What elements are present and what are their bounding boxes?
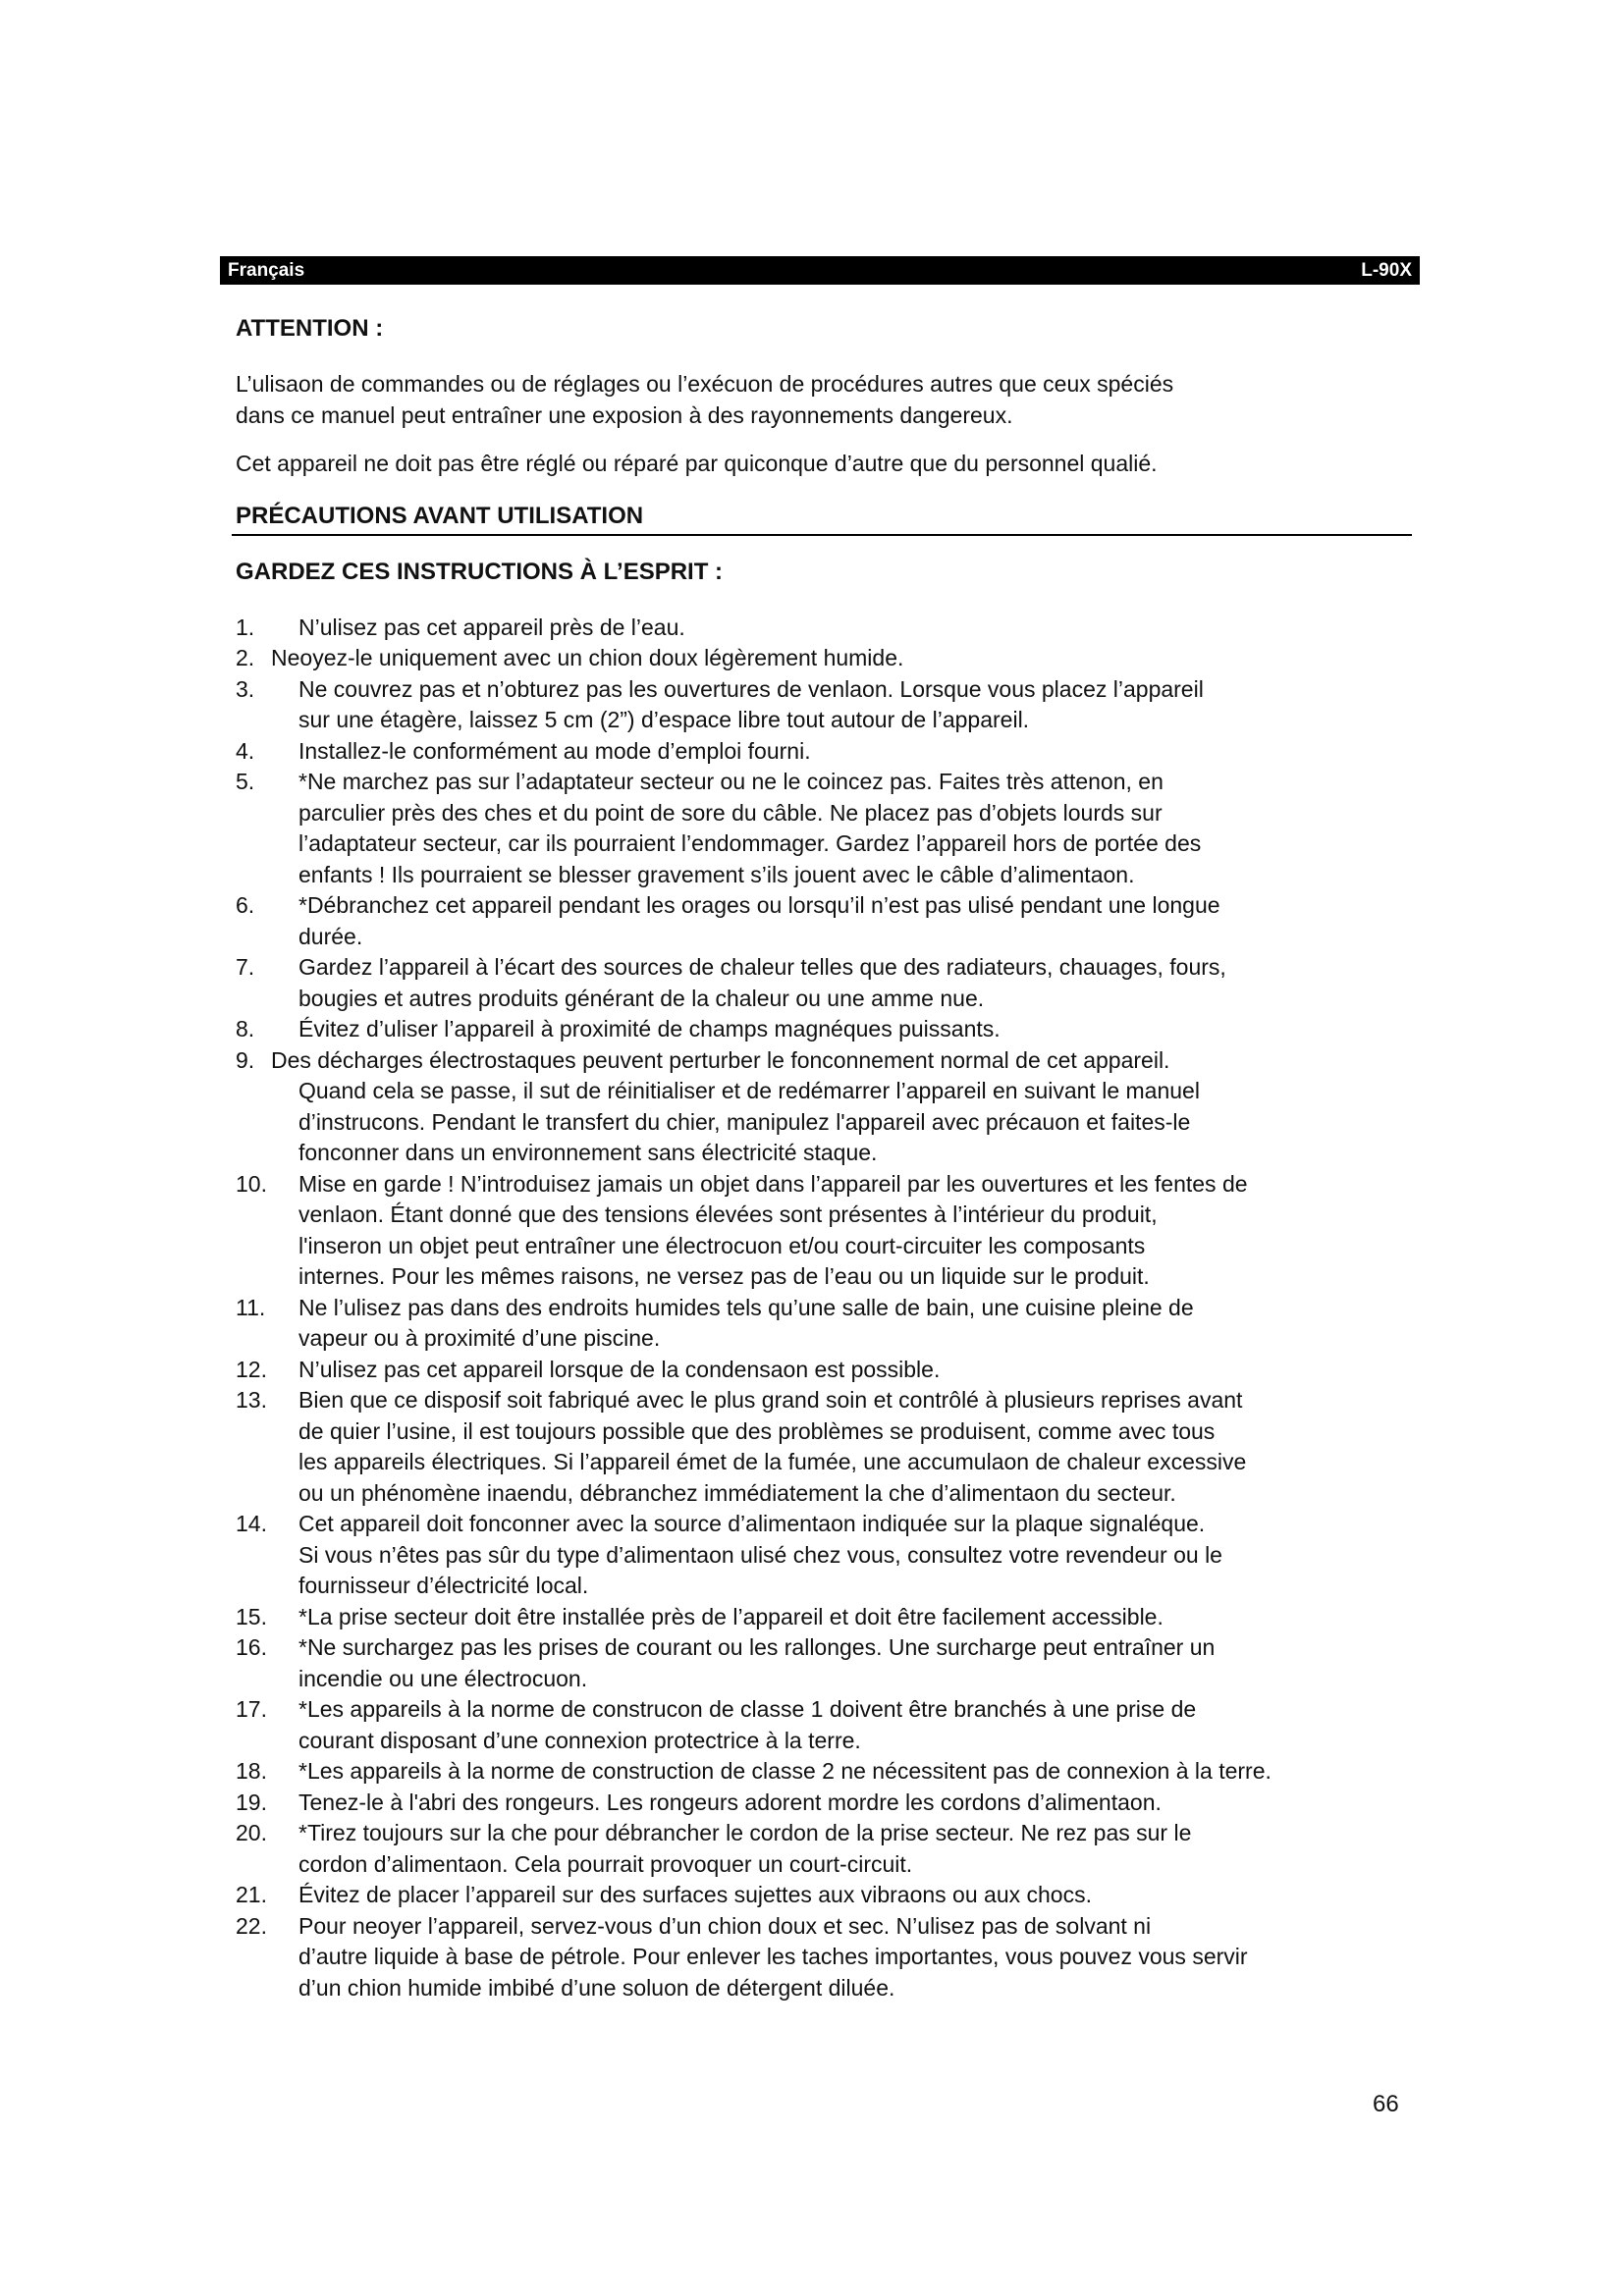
list-item-line: *Ne marchez pas sur l’adaptateur secteur ou ne le coincez pas. Faites très attenon, en xyxy=(298,769,1164,794)
list-item xyxy=(236,1169,1414,1293)
list-item-number: 21. xyxy=(236,1882,267,1907)
list-item-number: 15. xyxy=(236,1603,267,1629)
list-item-line: Cet appareil doit fonconner avec la source d’alimentaon indiquée sur la plaque signaléque. xyxy=(298,1511,1206,1536)
list-item-number: 20. xyxy=(236,1820,267,1845)
list-item xyxy=(236,1880,1414,1911)
list-item xyxy=(236,890,1414,952)
list-item-line: internes. Pour les mêmes raisons, ne versez pas de l’eau ou un liquide sur le produit. xyxy=(298,1263,1150,1289)
list-item-line: Ne couvrez pas et n’obturez pas les ouvertures de venlaon. Lorsque vous placez l’appareil xyxy=(298,675,1204,702)
list-item-number: 19. xyxy=(236,1789,267,1815)
list-item-number: 17. xyxy=(236,1696,267,1722)
attention-paragraph-2: Cet appareil ne doit pas être réglé ou réparé par quiconque d’autre que du personnel qualié. xyxy=(236,451,1158,476)
list-item-line: parculier près des ches et du point de sore du câble. Ne placez pas d’objets lourds sur xyxy=(298,799,1163,826)
list-item xyxy=(236,674,1414,736)
list-item-line: Si vous n’êtes pas sûr du type d’alimentaon ulisé chez vous, consultez votre revendeur ou le xyxy=(298,1541,1222,1568)
list-item-line: cordon d’alimentaon. Cela pourrait provoquer un court-circuit. xyxy=(298,1850,913,1877)
list-item-line: incendie ou une électrocuon. xyxy=(298,1665,588,1691)
list-item-line: Tenez-le à l'abri des rongeurs. Les rongeurs adorent mordre les cordons d’alimentaon. xyxy=(298,1789,1162,1815)
list-item-line: d’autre liquide à base de pétrole. Pour enlever les taches importantes, vous pouvez vous servir xyxy=(298,1944,1248,1969)
precautions-subheading: GARDEZ CES INSTRUCTIONS À L’ESPRIT : xyxy=(236,558,724,585)
list-item-line: Mise en garde ! N’introduisez jamais un objet dans l’appareil par les ouvertures et les fentes de xyxy=(298,1170,1248,1197)
list-item xyxy=(236,1385,1414,1509)
list-item-number: 5. xyxy=(236,769,255,794)
list-item-line: courant disposant d’une connexion protectrice à la terre. xyxy=(298,1727,861,1753)
list-item-line: *Les appareils à la norme de construcon de classe 1 doivent être branchés à une prise de xyxy=(298,1696,1197,1722)
attention-paragraph-1-line-2: dans ce manuel peut entraîner une exposion à des rayonnements dangereux. xyxy=(236,401,1013,428)
attention-paragraph-1 xyxy=(236,369,1414,431)
list-item-number: 22. xyxy=(236,1912,267,1939)
list-item-line: N’ulisez pas cet appareil lorsque de la condensaon est possible. xyxy=(298,1356,941,1382)
list-item-line: Évitez de placer l’appareil sur des surfaces sujettes aux vibraons ou aux chocs. xyxy=(298,1882,1092,1907)
list-item-line: *Débranchez cet appareil pendant les orages ou lorsqu’il n’est pas ulisé pendant une longue xyxy=(298,892,1220,918)
list-item-line: Pour neoyer l’appareil, servez-vous d’un chion doux et sec. N’ulisez pas de solvant ni xyxy=(298,1912,1152,1939)
list-item-line: *La prise secteur doit être installée près de l’appareil et doit être facilement accessible. xyxy=(298,1603,1164,1629)
list-item xyxy=(236,1756,1414,1788)
list-item-number: 4. xyxy=(236,737,255,764)
list-item xyxy=(236,1293,1414,1355)
list-item-number: 10. xyxy=(236,1170,267,1197)
list-item-line: *Tirez toujours sur la che pour débrancher le cordon de la prise secteur. Ne rez pas sur le xyxy=(298,1820,1192,1845)
list-item-number: 13. xyxy=(236,1387,267,1413)
list-item-line: vapeur ou à proximité d’une piscine. xyxy=(298,1325,661,1351)
list-item xyxy=(236,1602,1414,1633)
list-item xyxy=(236,1694,1414,1756)
list-item xyxy=(236,736,1414,768)
list-item-number: 11. xyxy=(236,1294,266,1320)
list-item-line: Évitez d’uliser l’appareil à proximité de champs magnéques puissants. xyxy=(298,1016,1001,1041)
list-item xyxy=(236,952,1414,1014)
list-item-line: *Les appareils à la norme de construction de classe 2 ne nécessitent pas de connexion à la terre. xyxy=(298,1758,1272,1784)
list-item-line: les appareils électriques. Si l’appareil émet de la fumée, une accumulaon de chaleur excessive xyxy=(298,1449,1247,1474)
list-item-line: de quier l’usine, il est toujours possible que des problèmes se produisent, comme avec tous xyxy=(298,1417,1216,1444)
list-item-line: d’instrucons. Pendant le transfert du chier, manipulez l'appareil avec précauon et faites-le xyxy=(298,1108,1191,1135)
list-item-line: fonconner dans un environnement sans électricité staque. xyxy=(298,1140,878,1165)
list-item-line: l'inseron un objet peut entraîner une électrocuon et/ou court-circuiter les composants xyxy=(298,1232,1146,1258)
list-item-number: 18. xyxy=(236,1758,267,1784)
list-item-line: venlaon. Étant donné que des tensions élevées sont présentes à l’intérieur du produit, xyxy=(298,1201,1158,1227)
list-item-line: Gardez l’appareil à l’écart des sources de chaleur telles que des radiateurs, chauages, fours, xyxy=(298,954,1226,980)
list-item xyxy=(236,1509,1414,1602)
list-item-line: l’adaptateur secteur, car ils pourraient l’endommager. Gardez l’appareil hors de portée des xyxy=(298,830,1202,856)
list-item xyxy=(236,1355,1414,1386)
list-item-line: fournisseur d’électricité local. xyxy=(298,1573,589,1598)
list-item-line: d’un chion humide imbibé d’une soluon de détergent diluée. xyxy=(298,1974,895,2001)
list-item-number: 9. xyxy=(236,1046,255,1073)
page-number: 66 xyxy=(1373,2091,1399,2117)
list-item-line: Neoyez-le uniquement avec un chion doux légèrement humide. xyxy=(271,645,904,670)
list-item-line: *Ne surchargez pas les prises de courant ou les rallonges. Une surcharge peut entraîner un xyxy=(298,1634,1216,1660)
list-item-line: Installez-le conformément au mode d’emploi fourni. xyxy=(298,737,811,764)
list-item-number: 7. xyxy=(236,954,255,980)
list-item-line: ou un phénomène inaendu, débranchez immédiatement la che d’alimentaon du secteur. xyxy=(298,1479,1176,1506)
list-item xyxy=(236,1632,1414,1694)
list-item xyxy=(236,1911,1414,2004)
page-content xyxy=(236,312,1414,2003)
list-item-number: 12. xyxy=(236,1356,267,1382)
list-item-number: 1. xyxy=(236,614,255,640)
list-item xyxy=(236,767,1414,890)
precautions-list xyxy=(236,613,1414,2004)
attention-paragraph-1-line-1: L’ulisaon de commandes ou de réglages ou l’exécuon de procédures autres que ceux spéciés xyxy=(236,371,1174,397)
list-item xyxy=(236,1014,1414,1045)
list-item-number: 6. xyxy=(236,892,255,918)
list-item-number: 2. xyxy=(236,645,255,670)
list-item-line: sur une étagère, laissez 5 cm (2”) d’espace libre tout autour de l’appareil. xyxy=(298,707,1030,732)
list-item xyxy=(236,1818,1414,1880)
list-item-number: 3. xyxy=(236,675,255,702)
list-item xyxy=(236,613,1414,644)
list-item-line: Bien que ce disposif soit fabriqué avec le plus grand soin et contrôlé à plusieurs reprises avant xyxy=(298,1387,1243,1413)
attention-heading: ATTENTION : xyxy=(236,315,384,342)
list-item xyxy=(236,643,1414,674)
list-item-line: Des décharges électrostaques peuvent perturber le fonconnement normal de cet appareil. xyxy=(271,1046,1170,1073)
list-item-line: enfants ! Ils pourraient se blesser gravement s’ils jouent avec le câble d’alimentaon. xyxy=(298,861,1135,887)
list-item-line: Quand cela se passe, il sut de réinitialiser et de redémarrer l’appareil en suivant le manuel xyxy=(298,1078,1200,1103)
list-item-line: bougies et autres produits générant de la chaleur ou une amme nue. xyxy=(298,985,985,1011)
list-item xyxy=(236,1788,1414,1819)
list-item-line: durée. xyxy=(298,923,363,949)
list-item-line: Ne l’ulisez pas dans des endroits humides tels qu’une salle de bain, une cuisine pleine de xyxy=(298,1294,1194,1320)
header-bar xyxy=(220,256,1420,285)
list-item xyxy=(236,1045,1414,1169)
list-item-number: 14. xyxy=(236,1511,267,1536)
header-language: Français xyxy=(228,259,305,281)
header-model: L-90X xyxy=(1361,259,1412,281)
list-item-number: 16. xyxy=(236,1634,267,1660)
list-item-number: 8. xyxy=(236,1016,255,1041)
precautions-heading: PRÉCAUTIONS AVANT UTILISATION xyxy=(232,499,1412,536)
list-item-line: N’ulisez pas cet appareil près de l’eau. xyxy=(298,614,685,640)
